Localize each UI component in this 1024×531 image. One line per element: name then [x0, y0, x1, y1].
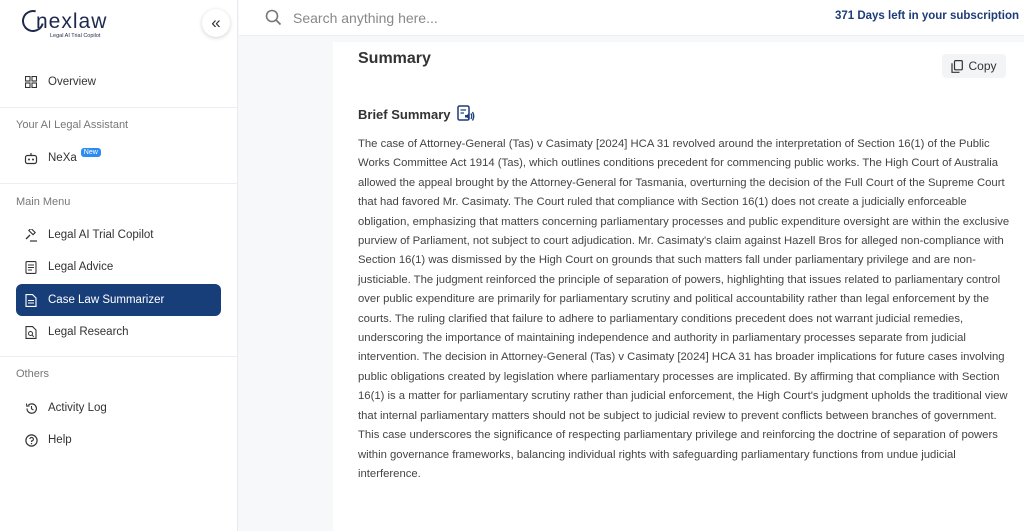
- sidebar-item-label: Legal Advice: [48, 261, 114, 273]
- subscription-status: 371 Days left in your subscription: [834, 10, 1019, 22]
- sidebar: [0, 0, 238, 531]
- copy-button-label: Copy: [968, 59, 997, 73]
- section-label-others: Others: [16, 368, 50, 380]
- document-icon: [24, 260, 38, 274]
- divider: [0, 356, 238, 357]
- search-input[interactable]: [293, 7, 693, 29]
- sidebar-item-label: Activity Log: [48, 402, 107, 414]
- new-badge: New: [81, 148, 101, 157]
- topbar: [239, 0, 1024, 36]
- grid-icon: [24, 75, 38, 89]
- logo-tagline: Legal AI Trial Copilot: [50, 33, 101, 39]
- divider: [0, 183, 238, 184]
- sidebar-item-legal-advice[interactable]: [16, 251, 221, 283]
- sidebar-item-label: Case Law Summarizer: [48, 294, 165, 306]
- sidebar-item-label: NeXa: [48, 152, 77, 164]
- sidebar-item-overview[interactable]: [16, 66, 221, 98]
- summary-panel: [333, 42, 1024, 531]
- sidebar-item-label: Overview: [48, 76, 96, 88]
- brief-summary-title: Brief Summary: [358, 106, 451, 122]
- sidebar-item-help[interactable]: [16, 424, 221, 456]
- copy-icon: [951, 60, 963, 73]
- sidebar-item-label: Help: [48, 434, 72, 446]
- search-document-icon: [24, 325, 38, 339]
- logo-text: nexlaw: [22, 10, 107, 33]
- file-text-icon: [24, 293, 38, 307]
- page-title: Summary: [358, 50, 431, 67]
- summary-body-text: The case of Attorney-General (Tas) v Casimaty [2024] HCA 31 revolved around the interpretation of Section 16(1) of the Public Works Committee Act 1914 (Tas), which outlines conditions precedent for commencing public works. The High Court of Australia allowed the appeal brought by the Attorney-General for Tasmania, overturning the decision of the Full Court of the Supreme Court that had favored Mr. Casimaty. The Court ruled that compliance with Section 16(1) does not create a judicially enforceable obligation, emphasizing that matters concerning parliamentary processes and public expenditure oversight are within the exclusive purview of Parliament, not subject to court adjudication. Mr. Casimaty's claim against Hazell Bros for alleged non-compliance with Section 16(1) was dismissed by the High Court on grounds that such matters fall under parliamentary privilege and are non-justiciable. The judgment reinforced the principle of separation of powers, highlighting that issues related to parliamentary control over public expenditure are primarily for parliamentary scrutiny and political accountability rather than legal enforcement by the courts. The ruling clarified that failure to adhere to parliamentary conditions precedent does not warrant judicial remedies, underscoring the importance of maintaining independence and authority in parliamentary processes separate from judicial intervention. The decision in Attorney-General (Tas) v Casimaty [2024] HCA 31 has broader implications for future cases involving public obligations created by legislation where parliamentary processes are implicated. By affirming that compliance with Section 16(1) is a matter for parliamentary scrutiny rather than judicial enforcement, the High Court's judgment upholds the traditional view that internal parliamentary matters should not be subject to judicial review to prevent conflicts between branches of government. This case underscores the significance of respecting parliamentary privilege and reinforcing the doctrine of separation of powers within governance frameworks, balancing individual rights with safeguarding parliamentary functions from undue judicial interference.: [358, 138, 1010, 480]
- collapse-sidebar-button[interactable]: [202, 9, 230, 37]
- history-icon: [24, 401, 38, 415]
- search-icon[interactable]: [265, 9, 282, 31]
- help-circle-icon: [24, 433, 38, 447]
- sidebar-item-nexa[interactable]: [16, 142, 221, 174]
- sidebar-item-case-law-summarizer[interactable]: [16, 284, 221, 316]
- double-chevron-left-icon: «: [211, 13, 221, 32]
- sidebar-item-activity-log[interactable]: [16, 392, 221, 424]
- robot-icon: [24, 151, 38, 165]
- sidebar-item-legal-ai-trial-copilot[interactable]: [16, 219, 221, 251]
- copy-button[interactable]: [942, 54, 1006, 78]
- sidebar-item-legal-research[interactable]: [16, 316, 221, 348]
- gavel-icon: [24, 228, 38, 242]
- divider: [0, 107, 238, 108]
- section-label-assistant: Your AI Legal Assistant: [16, 119, 129, 131]
- sidebar-item-label: Legal Research: [48, 326, 129, 338]
- text-to-speech-icon[interactable]: [457, 105, 475, 123]
- brief-summary-heading: [358, 105, 475, 123]
- section-label-main-menu: Main Menu: [16, 196, 71, 208]
- sidebar-item-label: Legal AI Trial Copilot: [48, 229, 154, 241]
- logo[interactable]: [22, 10, 107, 40]
